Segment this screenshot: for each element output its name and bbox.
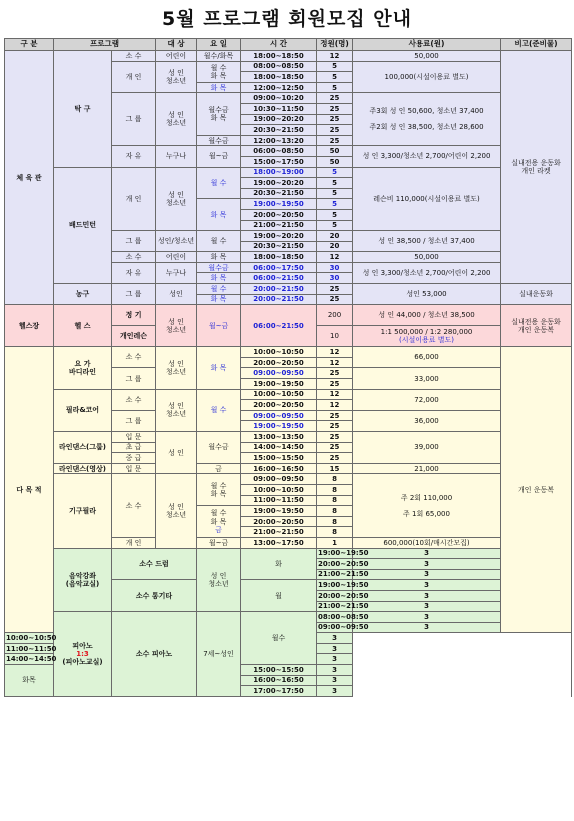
target: 성인/청소년 [156,231,197,252]
fee: 주3회 성 인 50,600, 청소년 37,400 주2회 성 인 38,500, 청소년 28,600 [353,93,501,146]
time: 15:00~17:50 [241,156,317,167]
capacity: 5 [317,178,353,189]
table-row [5,51,572,62]
fee: 66,000 [353,347,501,368]
class-type: 그 룹 [112,284,156,305]
fee: 72,000 [353,389,501,410]
remark: 실내운동화 [501,284,572,305]
day: 화 [241,548,317,580]
day: 월수금 화 목 [197,93,241,135]
capacity: 25 [317,379,353,390]
time: 19:00~19:50 [241,506,317,517]
program-name: 소수 드럼 [112,548,197,580]
program-name: 배드민턴 [54,167,112,284]
capacity: 30 [317,273,353,284]
capacity: 25 [317,294,353,305]
day: 월 수 [197,284,241,295]
program-name: 탁 구 [54,51,112,168]
capacity: 3 [353,622,501,633]
capacity: 20 [317,241,353,252]
fee: 성인 53,000 [353,284,501,305]
capacity: 25 [317,432,353,443]
fee: 성 인 3,300/청소년 2,700/어린이 2,200 [353,146,501,167]
capacity: 12 [317,400,353,411]
time: 20:00~20:50 [241,516,317,527]
capacity: 12 [317,389,353,400]
capacity: 5 [317,61,353,72]
capacity: 25 [317,453,353,464]
target: 누구나 [156,146,197,167]
time: 19:00~20:20 [241,178,317,189]
fee: 1:1 500,000 / 1:2 280,000 (시설이용료 별도) [353,326,501,347]
time: 11:00~11:50 [6,644,57,653]
program-name: 기구필라 [54,474,112,548]
capacity: 200 [317,305,353,326]
target: 성 인 청소년 [197,548,241,612]
fee: 33,000 [353,368,501,389]
time: 09:00~09:50 [241,410,317,421]
table-row [5,389,572,400]
time: 06:00~08:50 [241,146,317,157]
fee: 36,000 [353,410,501,431]
capacity: 3 [353,612,501,623]
class-type: 그 룹 [112,368,156,389]
target: 성 인 [156,432,197,474]
capacity: 5 [317,188,353,199]
capacity: 5 [317,199,353,210]
program-name: 라인댄스(그룹) [54,432,112,464]
capacity: 8 [317,495,353,506]
class-type: 그 룹 [112,231,156,252]
class-type: 소 수 [112,51,156,62]
table-row [5,474,572,485]
header-program: 프로그램 [54,39,156,51]
time: 08:00~08:50 [318,612,369,621]
time: 10:00~10:50 [241,389,317,400]
remark: 실내전용 운동화 개인 라켓 [501,51,572,284]
program-name: 소수 통기타 [112,580,197,612]
capacity: 3 [353,569,501,580]
capacity: 25 [317,125,353,136]
capacity: 8 [317,506,353,517]
day: 화 목 [197,273,241,284]
time: 18:00~19:00 [241,167,317,178]
time: 18:00~18:50 [241,72,317,83]
time: 16:00~16:50 [241,463,317,474]
capacity: 3 [317,633,353,644]
time: 06:00~21:50 [241,305,317,347]
capacity: 25 [317,93,353,104]
time: 20:00~20:50 [241,209,317,220]
program-name: 요 가 바디라인 [54,347,112,389]
capacity: 25 [317,135,353,146]
class-type: 개 인 [112,167,156,231]
capacity: 8 [317,516,353,527]
time: 19:00~20:20 [241,231,317,242]
capacity: 1 [317,537,353,548]
time: 12:00~12:50 [241,82,317,93]
day: 화 목 [197,82,241,93]
day: 월 수 화 목 [197,61,241,82]
time: 10:00~10:50 [241,484,317,495]
class-type: 개인레슨 [112,326,156,347]
class-type: 그 룹 [112,410,156,431]
time: 20:00~20:50 [241,357,317,368]
day: 월~금 [197,146,241,167]
time: 10:00~10:50 [241,347,317,358]
time: 18:00~18:50 [241,51,317,62]
target: 성 인 청소년 [156,93,197,146]
time: 14:00~14:50 [6,655,57,664]
time: 20:00~20:50 [318,559,369,568]
fee: 성 인 44,000 / 청소년 38,500 [353,305,501,326]
time: 15:00~15:50 [241,453,317,464]
class-level: 입 문 [112,432,156,443]
time: 16:00~16:50 [241,675,317,686]
table-row [5,548,572,559]
capacity: 5 [317,167,353,178]
capacity: 25 [317,421,353,432]
capacity: 8 [317,484,353,495]
time: 20:30~21:50 [241,241,317,252]
time: 19:00~20:20 [241,114,317,125]
capacity: 8 [317,527,353,538]
day: 월 수 화 목 금 [197,506,241,538]
fee: 100,000(시설이용료 별도) [353,61,501,93]
capacity: 15 [317,463,353,474]
day: 화목 [5,665,54,697]
table-row [5,612,572,623]
capacity: 10 [317,326,353,347]
fee: 600,000(10회/매시간모집) [353,537,501,548]
day: 월수금 [197,262,241,273]
fee: 21,000 [353,463,501,474]
time: 11:00~11:50 [241,495,317,506]
program-name: 농구 [54,284,112,305]
fee: 레슨비 110,000(시설이용료 별도) [353,167,501,231]
time: 20:00~21:50 [241,284,317,295]
class-level: 입 문 [112,463,156,474]
header-day: 요 일 [197,39,241,51]
day: 월 수 [197,389,241,431]
program-schedule-table [4,38,572,697]
capacity: 3 [353,559,501,570]
capacity: 3 [353,580,501,591]
capacity: 25 [317,284,353,295]
time: 20:00~20:50 [241,400,317,411]
time: 09:00~10:20 [241,93,317,104]
class-type: 정 기 [112,305,156,326]
category-music: 음악강좌 (음악교실) [54,548,112,612]
capacity: 25 [317,410,353,421]
capacity: 3 [317,686,353,697]
capacity: 12 [317,51,353,62]
time: 12:00~13:20 [241,135,317,146]
capacity: 3 [317,643,353,654]
table-row [5,347,572,358]
header-fee: 사용료(원) [353,39,501,51]
day: 화 목 [197,347,241,389]
table-row [5,39,572,51]
fee: 주 2회 110,000 주 1회 65,000 [353,474,501,538]
table-row [5,463,572,474]
time: 15:00~15:50 [241,665,317,676]
day: 월수/화목 [197,51,241,62]
capacity: 25 [317,368,353,379]
capacity: 12 [317,357,353,368]
capacity: 12 [317,347,353,358]
table-row [5,167,572,178]
day: 월 수 [197,167,241,199]
capacity: 5 [317,82,353,93]
page-title: 5월 프로그램 회원모집 안내 [162,8,412,30]
class-type: 소 수 [112,252,156,263]
table-row [5,305,572,326]
header-time: 시 간 [241,39,317,51]
day: 월수금 [197,432,241,464]
capacity: 3 [353,601,501,612]
time: 20:30~21:50 [241,125,317,136]
time: 14:00~14:50 [241,442,317,453]
capacity: 8 [317,474,353,485]
day: 월 [241,580,317,612]
header-capacity: 정원(명) [317,39,353,51]
time: 21:00~21:50 [241,220,317,231]
target: 성 인 청소년 [156,305,197,347]
capacity: 12 [317,252,353,263]
day: 화 목 [197,294,241,305]
time: 08:00~08:50 [241,61,317,72]
capacity: 30 [317,262,353,273]
category-piano: 피아노 1:3 (피아노교실) [54,612,112,697]
target: 성인 [156,284,197,305]
header-target: 대 상 [156,39,197,51]
class-type: 자 유 [112,262,156,283]
header-category: 구 분 [5,39,54,51]
time: 09:00~09:50 [318,623,369,632]
time: 19:00~19:50 [241,199,317,210]
capacity: 25 [317,103,353,114]
class-level: 초 급 [112,442,156,453]
remark: 실내전용 운동화 개인 운동복 [501,305,572,347]
target: 누구나 [156,262,197,283]
capacity: 25 [317,442,353,453]
time: 13:00~17:50 [241,537,317,548]
time: 06:00~21:50 [241,273,317,284]
time: 20:00~20:50 [318,591,369,600]
time: 09:00~09:50 [241,474,317,485]
time: 21:00~21:50 [241,527,317,538]
remark: 개인 운동복 [501,347,572,633]
program-name: 라인댄스(영상) [54,463,112,474]
day: 월~금 [197,305,241,347]
day: 월수 [241,612,317,665]
class-type: 개 인 [112,537,156,548]
class-type: 개 인 [112,61,156,93]
day: 화 목 [197,252,241,263]
time: 18:00~18:50 [241,252,317,263]
time: 21:00~21:50 [318,602,369,611]
time: 17:00~17:50 [241,686,317,697]
time: 10:30~11:50 [241,103,317,114]
class-type: 소 수 [112,474,156,538]
fee: 39,000 [353,432,501,464]
header-remark: 비고(준비물) [501,39,572,51]
time: 20:30~21:50 [241,188,317,199]
category-gym: 체 육 관 [5,51,54,305]
class-type: 소 수 [112,347,156,368]
fee: 50,000 [353,252,501,263]
capacity: 5 [317,220,353,231]
target: 성 인 청소년 [156,347,197,389]
program-name: 필라&코어 [54,389,112,431]
fee: 50,000 [353,51,501,62]
class-type: 소 수 [112,389,156,410]
day: 금 [197,463,241,474]
class-type: 자 유 [112,146,156,167]
time: 06:00~17:50 [241,262,317,273]
time: 19:00~19:50 [241,379,317,390]
fee: 성 인 3,300/청소년 2,700/어린이 2,200 [353,262,501,283]
capacity: 5 [317,209,353,220]
capacity: 3 [317,665,353,676]
time: 19:00~19:50 [318,549,369,558]
target: 어린이 [156,252,197,263]
class-level: 중 급 [112,453,156,464]
day: 월 수 [197,231,241,252]
day: 화 목 [197,199,241,231]
capacity: 3 [353,548,501,559]
category-health: 헬스장 [5,305,54,347]
target: 성 인 청소년 [156,474,197,548]
capacity: 20 [317,231,353,242]
time: 20:00~21:50 [241,294,317,305]
day: 월 수 화 목 [197,474,241,506]
time: 19:00~19:50 [241,421,317,432]
capacity: 3 [353,590,501,601]
target: 성 인 청소년 [156,389,197,431]
capacity: 50 [317,156,353,167]
capacity: 3 [317,654,353,665]
capacity: 50 [317,146,353,157]
target: 어린이 [156,51,197,62]
target: 성 인 청소년 [156,167,197,231]
capacity: 25 [317,114,353,125]
table-row [5,284,572,295]
target: 성 인 청소년 [156,61,197,93]
capacity: 3 [317,675,353,686]
capacity: 5 [317,72,353,83]
time: 10:00~10:50 [6,634,57,643]
time: 21:00~21:50 [318,570,369,579]
day: 월수금 [197,135,241,146]
fee: 성 인 38,500 / 청소년 37,400 [353,231,501,252]
table-row [5,432,572,443]
program-name: 소수 피아노 [112,612,197,697]
category-multipurpose: 다 목 적 [5,347,54,633]
time: 09:00~09:50 [241,368,317,379]
time: 19:00~19:50 [318,581,369,590]
target: 7세~성인 [197,612,241,697]
program-name: 헬 스 [54,305,112,347]
day: 월~금 [197,537,241,548]
time: 13:00~13:50 [241,432,317,443]
class-type: 그 룹 [112,93,156,146]
